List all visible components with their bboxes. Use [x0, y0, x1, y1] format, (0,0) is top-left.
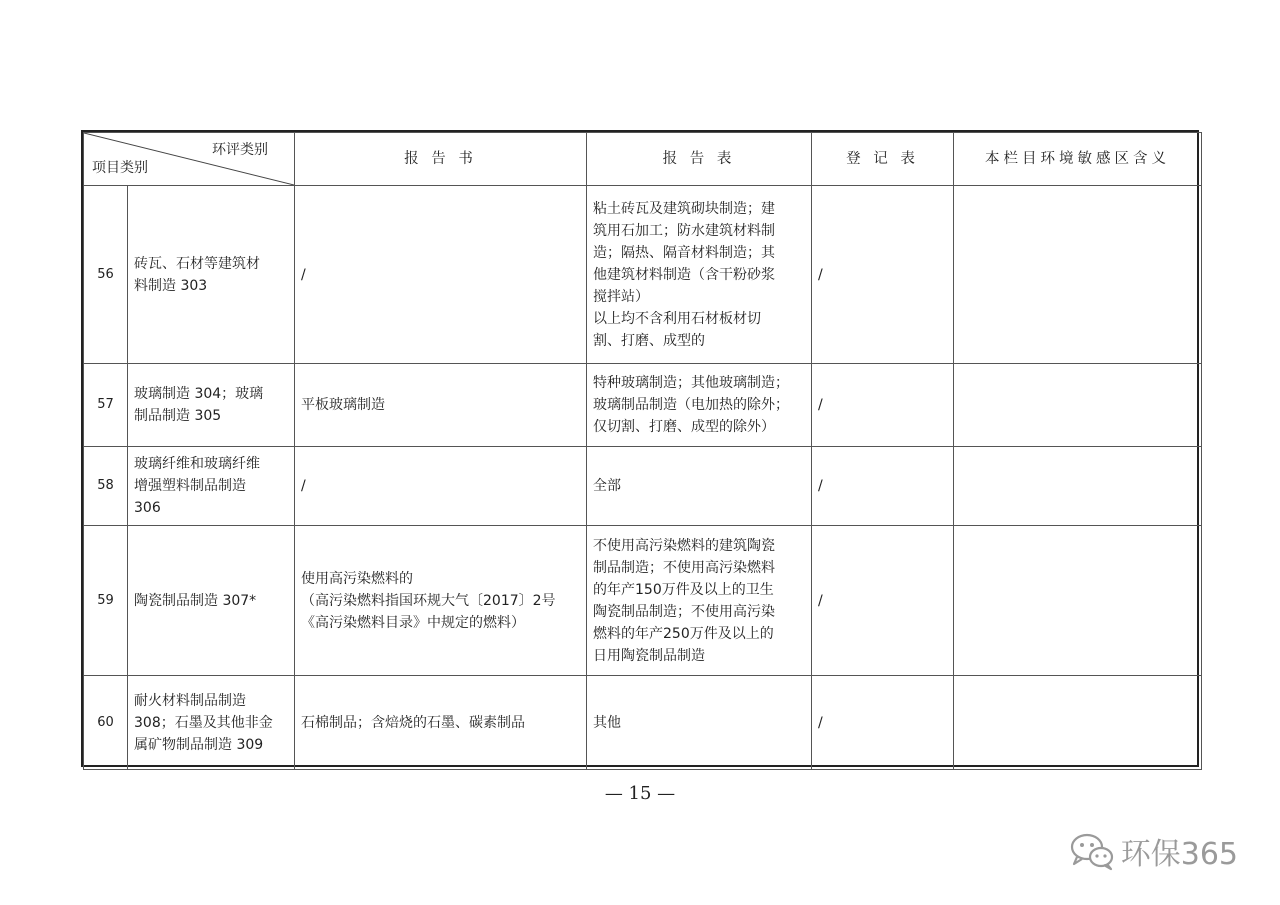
header-project-type: 项目类别: [92, 160, 148, 176]
project-category-cell-line: 增强塑料制品制造: [134, 478, 246, 494]
register-form-cell: /: [812, 447, 954, 526]
report-form-cell-line: 筑用石加工；防水建筑材料制: [593, 222, 775, 239]
report-form-cell-line: 他建筑材料制造（含干粉砂浆: [593, 266, 775, 283]
sensitive-area-cell: [954, 526, 1202, 676]
header-report-form: 报 告 表: [587, 133, 812, 186]
project-category-cell-line: 属矿物制品制造 309: [134, 736, 264, 753]
report-form-cell-line: 割、打磨、成型的: [593, 332, 705, 349]
table-row: [84, 186, 1202, 364]
watermark-text: 环保365: [1120, 837, 1238, 872]
page-number: — 15 —: [604, 783, 676, 804]
project-category-cell: [128, 526, 295, 676]
project-category-cell: [128, 364, 295, 447]
project-category-cell: [128, 676, 295, 770]
table-row: [84, 676, 1202, 770]
register-form-cell: /: [812, 526, 954, 676]
environmental-assessment-table: [83, 132, 1202, 770]
sensitive-area-cell: [954, 364, 1202, 447]
report-form-cell: [587, 676, 812, 770]
report-form-cell-line: 仅切割、打磨、成型的除外）: [593, 419, 775, 435]
report-book-cell-line: 石棉制品；含焙烧的石墨、碳素制品: [301, 714, 525, 731]
report-form-cell-line: 全部: [593, 478, 621, 494]
report-book-cell-line: 《高污染燃料目录》中规定的燃料）: [301, 614, 525, 631]
report-form-cell-line: 不使用高污染燃料的建筑陶瓷: [593, 537, 775, 554]
project-category-cell-line: 陶瓷制品制造 307*: [134, 592, 257, 609]
report-form-cell: [587, 364, 812, 447]
report-form-cell-line: 以上均不含利用石材板材切: [593, 310, 761, 327]
report-form-cell-line: 特种玻璃制造；其他玻璃制造；: [593, 375, 789, 391]
project-category-cell: [128, 447, 295, 526]
report-form-cell: [587, 526, 812, 676]
register-form-cell: /: [812, 364, 954, 447]
project-category-cell-line: 耐火材料制品制造: [134, 692, 246, 709]
table-row: [84, 447, 1202, 526]
report-form-cell: [587, 447, 812, 526]
report-book-cell-line: /: [301, 266, 306, 283]
report-form-cell-line: 其他: [593, 714, 621, 731]
sensitive-area-cell: [954, 186, 1202, 364]
diagonal-header-cell: [84, 133, 295, 186]
report-book-cell-line: /: [301, 478, 306, 494]
report-book-cell: [295, 447, 587, 526]
table-row: [84, 526, 1202, 676]
table-row: [84, 364, 1202, 447]
wechat-icon: [1069, 831, 1115, 871]
report-book-cell-line: 使用高污染燃料的: [301, 570, 413, 587]
sensitive-area-cell: [954, 447, 1202, 526]
project-category-cell-line: 玻璃制造 304；玻璃: [134, 386, 264, 402]
report-form-cell: [587, 186, 812, 364]
row-number: 59: [84, 526, 128, 676]
header-report-book: 报 告 书: [295, 133, 587, 186]
report-book-cell: [295, 186, 587, 364]
report-book-cell: [295, 526, 587, 676]
catalog-table-container: [81, 130, 1199, 767]
report-book-cell-line: （高污染燃料指国环规大气〔2017〕2号: [301, 592, 556, 609]
report-book-cell: [295, 676, 587, 770]
project-category-cell-line: 306: [134, 500, 161, 516]
report-form-cell-line: 玻璃制品制造（电加热的除外；: [593, 397, 789, 413]
table-header-row: [84, 133, 1202, 186]
sensitive-area-cell: [954, 676, 1202, 770]
register-form-cell: /: [812, 186, 954, 364]
report-form-cell-line: 造；隔热、隔音材料制造；其: [593, 244, 775, 261]
project-category-cell-line: 料制造 303: [134, 277, 208, 294]
row-number: 56: [84, 186, 128, 364]
report-form-cell-line: 粘土砖瓦及建筑砌块制造；建: [593, 200, 775, 217]
row-number: 57: [84, 364, 128, 447]
report-form-cell-line: 制品制造；不使用高污染燃料: [593, 559, 775, 576]
project-category-cell-line: 砖瓦、石材等建筑材: [134, 255, 260, 272]
report-book-cell: [295, 364, 587, 447]
register-form-cell: /: [812, 676, 954, 770]
report-book-cell-line: 平板玻璃制造: [301, 397, 385, 413]
project-category-cell-line: 制品制造 305: [134, 408, 222, 424]
watermark: [1069, 829, 1238, 873]
report-form-cell-line: 搅拌站）: [593, 288, 649, 305]
project-category-cell: [128, 186, 295, 364]
report-form-cell-line: 燃料的年产250万件及以上的: [593, 625, 774, 642]
header-sensitive-area: 本栏目环境敏感区含义: [954, 133, 1202, 186]
report-form-cell-line: 陶瓷制品制造；不使用高污染: [593, 603, 775, 620]
report-form-cell-line: 的年产150万件及以上的卫生: [593, 581, 774, 598]
table-body: [84, 186, 1202, 770]
header-register-form: 登 记 表: [812, 133, 954, 186]
project-category-cell-line: 玻璃纤维和玻璃纤维: [134, 456, 260, 472]
row-number: 60: [84, 676, 128, 770]
header-assessment-type: 环评类别: [212, 142, 268, 158]
report-form-cell-line: 日用陶瓷制品制造: [593, 647, 705, 664]
row-number: 58: [84, 447, 128, 526]
project-category-cell-line: 308；石墨及其他非金: [134, 714, 273, 731]
